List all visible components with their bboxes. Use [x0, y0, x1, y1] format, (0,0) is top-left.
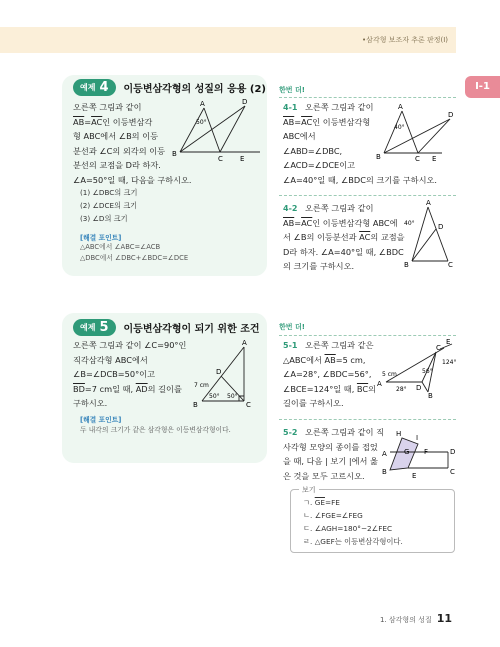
example-4-questions: (1) ∠DBC의 크기 (2) ∠DCE의 크기 (3) ∠D의 크기	[80, 188, 138, 223]
svg-text:B: B	[172, 150, 177, 158]
example-4-problem: 오른쪽 그림과 같이 $\overline{AB}=\overline{AC}$인 이등변삼각 형 ABC에서 ∠B의 이등 분선과 ∠C의 외각의 이등 분선의 교점을 D라 하자. ∠A=50°일 때, 다음을 구하시오.	[73, 102, 192, 185]
svg-text:E: E	[412, 472, 417, 480]
svg-text:50°: 50°	[227, 393, 238, 400]
example-4-header	[73, 79, 266, 96]
divider	[279, 419, 456, 420]
problem-number: 4-2	[283, 204, 298, 213]
choice-item: ㄴ. ∠FGE=∠FEG	[303, 511, 363, 520]
choice-item: ㄹ. △GEF는 이등변삼각형이다.	[303, 537, 403, 546]
example-title: 이등변삼각형의 성질의 응용 (2)	[123, 84, 266, 95]
svg-text:E: E	[432, 155, 437, 163]
once-more-label: 한번 더!	[279, 86, 305, 94]
svg-text:D: D	[242, 98, 248, 106]
svg-text:G: G	[404, 448, 410, 456]
example-5-problem: 오른쪽 그림과 같이 ∠C=90°인 직각삼각형 ABC에서 ∠B=∠DCB=50°이고 $\overline{BD}=7$ cm일 때, $\overline{AD}$의 길이를 구하시오.	[73, 340, 187, 408]
example-badge: 예제 5	[73, 319, 116, 336]
choice-item: ㄱ. $\overline{GE}=FE$	[303, 498, 340, 507]
svg-text:40°: 40°	[404, 220, 415, 227]
choice-item: ㄷ. ∠AGH=180°−2∠FEC	[303, 524, 393, 533]
svg-text:A: A	[242, 339, 247, 347]
problem-5-1-text: 오른쪽 그림과 같은 △ABC에서 $\overline{AB}=5$ cm, ∠A=28°, ∠BDC=56°, ∠BCE=124°일 때, $\overline{BC}$의 길이를 구하시오.	[283, 340, 377, 408]
svg-text:C: C	[436, 344, 441, 352]
svg-text:A: A	[398, 103, 403, 111]
example-badge: 예제 4	[73, 79, 116, 96]
page-footer	[380, 612, 452, 625]
svg-text:B: B	[382, 468, 387, 476]
problem-5-2-figure	[382, 430, 456, 484]
svg-text:B: B	[404, 261, 409, 269]
hint-label: [해결 포인트]	[80, 234, 122, 242]
svg-text:28°: 28°	[396, 386, 407, 393]
svg-text:C: C	[218, 155, 223, 163]
example-title: 이등변삼각형이 되기 위한 조건	[123, 324, 260, 335]
svg-text:F: F	[424, 448, 429, 456]
once-more-label: 한번 더!	[279, 323, 305, 331]
svg-text:D: D	[438, 223, 444, 231]
svg-text:C: C	[246, 401, 251, 409]
svg-text:D: D	[448, 111, 454, 119]
problem-4-1-figure	[376, 103, 454, 163]
svg-text:E: E	[446, 338, 451, 346]
svg-text:I: I	[416, 434, 419, 442]
svg-text:50°: 50°	[196, 119, 207, 126]
side-tab: Ⅰ-1	[465, 76, 500, 98]
svg-text:E: E	[240, 155, 245, 163]
svg-text:C: C	[450, 468, 455, 476]
svg-text:40°: 40°	[394, 124, 405, 131]
chapter-header: •삼각형 보조자 추론 판정(I)	[362, 36, 448, 44]
problem-4-2-text: 오른쪽 그림과 같이 $\overline{AB}=\overline{AC}$인 이등변삼각형 ABC에 서 ∠B의 이등분선과 $\overline{AC}$의 교점을 D라 하자. ∠A=40°일 때, ∠BDC 의 크기를 구하시오.	[283, 203, 405, 271]
svg-text:D: D	[450, 448, 456, 456]
problem-4-2-figure	[404, 199, 455, 269]
choices-box	[290, 486, 455, 553]
problem-5-2-text: 오른쪽 그림과 같이 직 사각형 모양의 종이를 접었 을 때, 다음 | 보기 |에서 옳 은 것을 모두 고르시오.	[283, 427, 384, 481]
problem-5-1-figure	[377, 338, 457, 400]
choices-label: 보기	[299, 485, 319, 495]
svg-text:B: B	[193, 401, 198, 409]
example-5-figure	[193, 339, 262, 409]
svg-text:A: A	[382, 450, 387, 458]
problem-number: 4-1	[283, 103, 298, 112]
svg-text:124°: 124°	[442, 359, 457, 366]
svg-text:A: A	[426, 199, 431, 207]
hint-label: [해결 포인트]	[80, 416, 122, 424]
example-5-header	[73, 319, 260, 336]
svg-text:B: B	[428, 392, 433, 400]
svg-text:B: B	[376, 153, 381, 161]
svg-text:A: A	[377, 380, 382, 388]
svg-text:5 cm: 5 cm	[382, 371, 397, 378]
svg-text:D: D	[216, 368, 222, 376]
svg-text:56°: 56°	[422, 368, 433, 375]
svg-text:C: C	[415, 155, 420, 163]
page-number: 11	[436, 612, 453, 625]
problem-number: 5-2	[283, 428, 298, 437]
svg-text:D: D	[416, 384, 422, 392]
divider	[279, 195, 456, 196]
footer-chapter: 1. 삼각형의 성질	[380, 616, 432, 624]
svg-text:A: A	[200, 100, 205, 108]
svg-text:50°: 50°	[209, 393, 220, 400]
hint-text: △ABC에서 ∠ABC=∠ACB △DBC에서 ∠DBC+∠BDC=∠DCE	[80, 243, 189, 262]
problem-4-1-text: 오른쪽 그림과 같이 $\overline{AB}=\overline{AC}$인 이등변삼각형 ABC에서 ∠ABD=∠DBC, ∠ACD=∠DCE이고 ∠A=40°일 때, ∠BDC의 크기를 구하시오.	[283, 102, 437, 185]
svg-text:7 cm: 7 cm	[194, 382, 209, 389]
svg-text:H: H	[396, 430, 402, 438]
divider	[279, 335, 456, 336]
svg-text:C: C	[448, 261, 453, 269]
example-4-figure	[172, 98, 263, 164]
header-bar	[0, 27, 456, 53]
problem-number: 5-1	[283, 341, 298, 350]
divider	[279, 97, 456, 98]
hint-text: 두 내각의 크기가 같은 삼각형은 이등변삼각형이다.	[80, 426, 231, 434]
